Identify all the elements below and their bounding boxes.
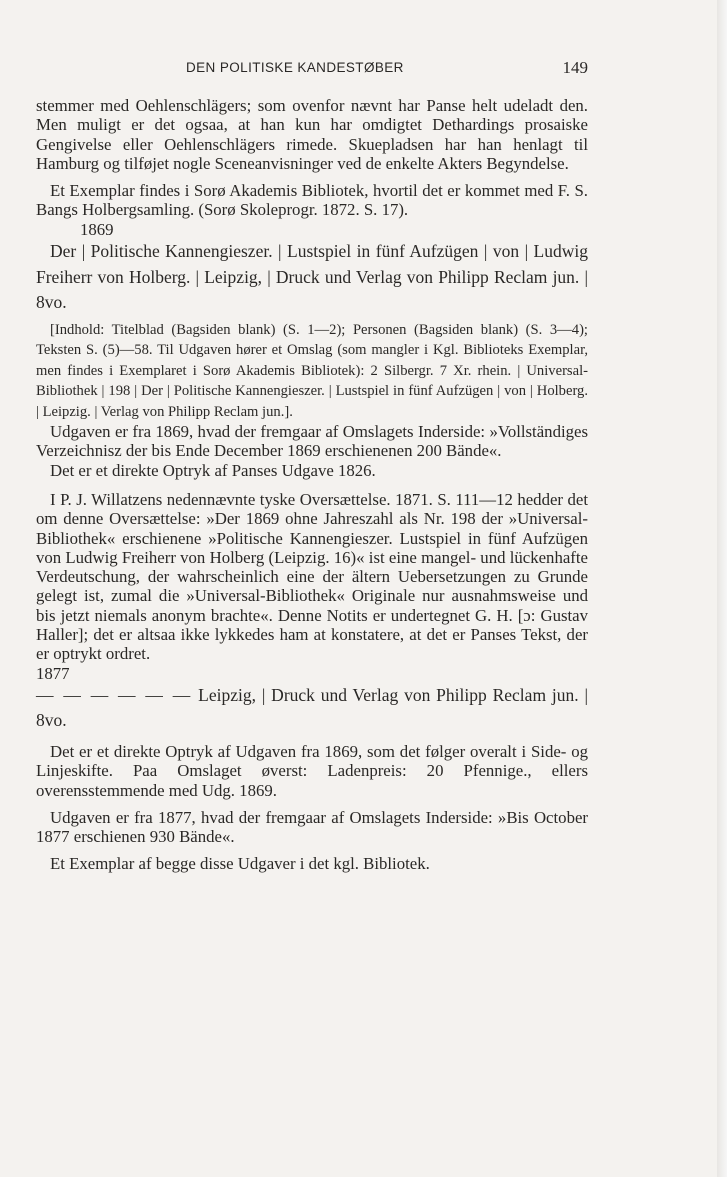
running-title: DEN POLITISKE KANDESTØBER [186, 60, 404, 75]
title-dashes: — — — — — — [36, 684, 193, 705]
paragraph-4: Det er et direkte Optryk af Panses Udgave 1826. [50, 460, 376, 480]
paragraph-5: I P. J. Willatzens nedennævnte tyske Oversættelse. 1871. S. 111—12 hedder det om denne Oversættelse: »Der 1869 ohne Jahreszahl als Nr. 198 der »Universal-Bibliothek« erschienene »Politische Kannengieszer. Lustspiel in fünf Aufzügen von Ludwig Freiherr von Holberg (Leipzig. 16)« ist eine mangel- und lückenhafte Verdeutschung, der wahrscheinlich eine der ältern Uebersetzungen zu Grunde gelegt ist, zumal die »Universal-Bibliothek« Originale nur ausnahmsweise und bis jetzt niemals anonym brachte«. Denne Notits er undertegnet G. H. [ɔ: Gustav Haller]; det er altsaa ikke lykkedes ham at konstatere, at det er Panses Tekst, der er optrykt ordret. [36, 489, 588, 664]
title-text-1877: Leipzig, | Druck und Verlag von Philipp Reclam jun. | 8vo. [36, 684, 589, 731]
title-entry-1869: Der | Politische Kannengieszer. | Lustspiel in fünf Aufzügen | von | Ludwig Freiherr von Holberg. | Leipzig, | Druck und Verlag von Philipp Reclam jun. | 8vo. [36, 241, 588, 313]
year-heading-1869: 1869 [80, 219, 114, 239]
paragraph-6: Det er et direkte Optryk af Udgaven fra 1869, som det følger overalt i Side- og Linjeskifte. Paa Omslaget øverst: Ladenpreis: 20 Pfennige., ellers overensstemmende med Udg. 1869. [36, 741, 588, 800]
contents-note-1869: [Indhold: Titelblad (Bagsiden blank) (S. 1—2); Personen (Bagsiden blank) (S. 3—4); Teksten S. (5)—58. Til Udgaven hører et Omslag (som mangler i Kgl. Biblioteks Exemplar, men findes i Exemplaret i Sorø Akademis Bibliotek): 2 Silbergr. 7 Xr. rhein. | Universal-Bibliothek | 198 | Der | Politische Kannengieszer. | Lustspiel in fünf Aufzügen | von | Holberg. | Leipzig. | Verlag von Philipp Reclam jun.]. [36, 321, 588, 420]
paragraph-3: Udgaven er fra 1869, hvad der fremgaar af Omslagets Inderside: »Vollständiges Verzeichnisz der bis Ende December 1869 erschienenen 200 Bände«. [36, 422, 588, 461]
page-number: 149 [562, 58, 588, 77]
paragraph-2: Et Exemplar findes i Sorø Akademis Bibliotek, hvortil det er kommet med F. S. Bangs Holbergsamling. (Sorø Skoleprogr. 1872. S. 17). [36, 181, 588, 220]
title-entry-1877 [36, 683, 588, 734]
paragraph-1: stemmer med Oehlenschlägers; som ovenfor nævnt har Panse helt udeladt den. Men muligt er det ogsaa, at han kun har omdigtet Dethardings prosaiske Gengivelse eller Oehlenschlägers rimede. Skuepladsen har han henlagt til Hamburg og tilføjet nogle Sceneanvisninger ved de enkelte Akters Begyndelse. [36, 96, 588, 173]
page-header [36, 58, 588, 80]
paragraph-7: Udgaven er fra 1877, hvad der fremgaar af Omslagets Inderside: »Bis October 1877 erschienen 930 Bände«. [36, 807, 588, 847]
page-edge [717, 0, 727, 1177]
page-body [36, 96, 588, 874]
year-heading-1877: 1877 [36, 663, 70, 683]
paragraph-8: Et Exemplar af begge disse Udgaver i det kgl. Bibliotek. [50, 854, 430, 874]
